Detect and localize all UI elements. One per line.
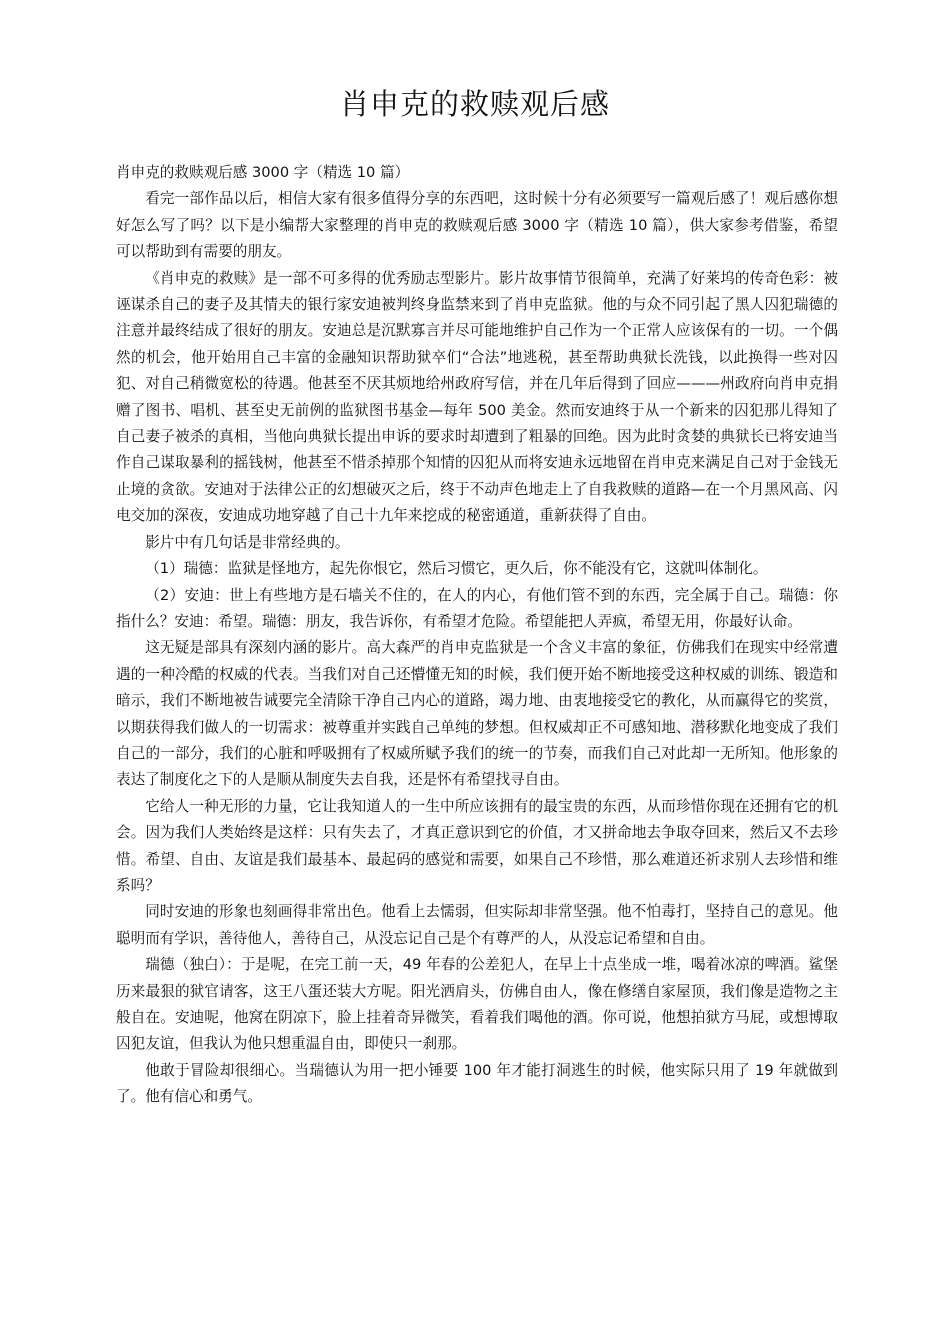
paragraph-andy-character: 同时安迪的形象也刻画得非常出色。他看上去懦弱，但实际却非常坚强。他不怕毒打，坚持自己的意见。他聪明而有学识，善待他人，善待自己，从没忘记自己是个有尊严的人，从没忘记希望和自由。 — [116, 903, 838, 947]
document-title: 肖申克的救赎观后感 — [339, 87, 610, 121]
paragraph-intro: 看完一部作品以后，相信大家有很多值得分享的东西吧，这时候十分有必须要写一篇观后感了！观后感你想好怎么写了吗？以下是小编帮大家整理的肖申克的救赎观后感 3000 字（精选 10 篇），供大家参考借鉴，希望可以帮助到有需要的朋友。 — [116, 190, 838, 261]
paragraph-quote-2: （2）安迪：世上有些地方是石墙关不住的，在人的内心，有他们管不到的东西，完全属于自己。瑞德：你指什么？安迪：希望。瑞德：朋友，我告诉你，有希望才危险。希望能把人弄疯，希望无用，你最好认命。 — [116, 586, 838, 630]
paragraph-courage: 他敢于冒险却很细心。当瑞德认为用一把小锤要 100 年才能打洞逃生的时候，他实际只用了 19 年就做到了。他有信心和勇气。 — [116, 1061, 838, 1106]
paragraph-analysis: 这无疑是部具有深刻内涵的影片。高大森严的肖申克监狱是一个含义丰富的象征，仿佛我们在现实中经常遭遇的一种冷酷的权威的代表。当我们对自己还懵懂无知的时候，我们便开始不断地接受这种权威的训练、锻造和暗示，我们不断地被告诫要完全清除干净自己内心的道路，竭力地、由衷地接受它的教化，从而赢得它的奖赏，以期获得我们做人的一切需求：被尊重并实践自己单纯的梦想。但权威却正不可感知地、潜移默化地变成了我们自己的一部分，我们的心脏和呼吸拥有了权威所赋予我们的统一的节奏，而我们自己对此却一无所知。他形象的表达了制度化之下的人是顺从制度失去自我，还是怀有希望找寻自由。 — [116, 639, 838, 789]
paragraph-synopsis: 《肖申克的救赎》是一部不可多得的优秀励志型影片。影片故事情节很简单，充满了好莱坞的传奇色彩：被诬谋杀自己的妻子及其情夫的银行家安迪被判终身监禁来到了肖申克监狱。他的与众不同引起了黑人囚犯瑞德的注意并最终结成了很好的朋友。安迪总是沉默寡言并尽可能地维护自己作为一个正常人应该保有的一切。一个偶然的机会，他开始用自己丰富的金融知识帮助狱卒们“合法”地逃税，甚至帮助典狱长洗钱，以此换得一些对囚犯、对自己稍微宽松的待遇。他甚至不厌其烦地给州政府写信，并在几年后得到了回应———州政府向肖申克捐赠了图书、唱机、甚至史无前例的监狱图书基金—每年 500 美金。然而安迪终于从一个新来的囚犯那儿得知了自己妻子被杀的真相，当他向典狱长提出申诉的要求时却遭到了粗暴的回绝。因为此时贪婪的典狱长已将安迪当作自己谋取暴利的摇钱树，他甚至不惜杀掉那个知情的囚犯从而将安迪永远地留在肖申克来满足自己对于金钱无止境的贪欲。安迪对于法律公正的幻想破灭之后，终于不动声色地走上了自我救赎的道路—在一个月黑风高、闪电交加的深夜，安迪成功地穿越了自己十九年来挖成的秘密通道，重新获得了自由。 — [116, 269, 838, 525]
document-subtitle: 肖申克的救赎观后感 3000 字（精选 10 篇） — [116, 164, 410, 181]
paragraph-quote-1: （1）瑞德：监狱是怪地方，起先你恨它，然后习惯它，更久后，你不能没有它，这就叫体制化。 — [145, 560, 768, 578]
paragraph-quotes-intro: 影片中有几句话是非常经典的。 — [145, 533, 350, 551]
paragraph-red-monologue: 瑞德（独白）：于是呢，在完工前一天，49 年春的公差犯人，在早上十点坐成一堆，喝着冰凉的啤酒。鲨堡历来最狠的狱官请客，这王八蛋还装大方呢。阳光洒肩头，仿佛自由人，像在修缮自家屋顶，我们像是造物之主般自在。安迪呢，他窝在阴凉下，脸上挂着奇异微笑，看着我们喝他的酒。你可说，他想拍狱方马屁，或想博取囚犯友谊，但我认为他只想重温自由，即使只一刹那。 — [116, 956, 838, 1053]
paragraph-power: 它给人一种无形的力量，它让我知道人的一生中所应该拥有的最宝贵的东西，从而珍惜你现在还拥有它的机会。因为我们人类始终是这样：只有失去了，才真正意识到它的价值，才又拼命地去争取夺回来，然后又不去珍惜。希望、自由、友谊是我们最基本、最起码的感觉和需要，如果自己不珍惜，那么难道还祈求别人去珍惜和维系吗？ — [116, 797, 838, 894]
document-body — [116, 160, 838, 1111]
